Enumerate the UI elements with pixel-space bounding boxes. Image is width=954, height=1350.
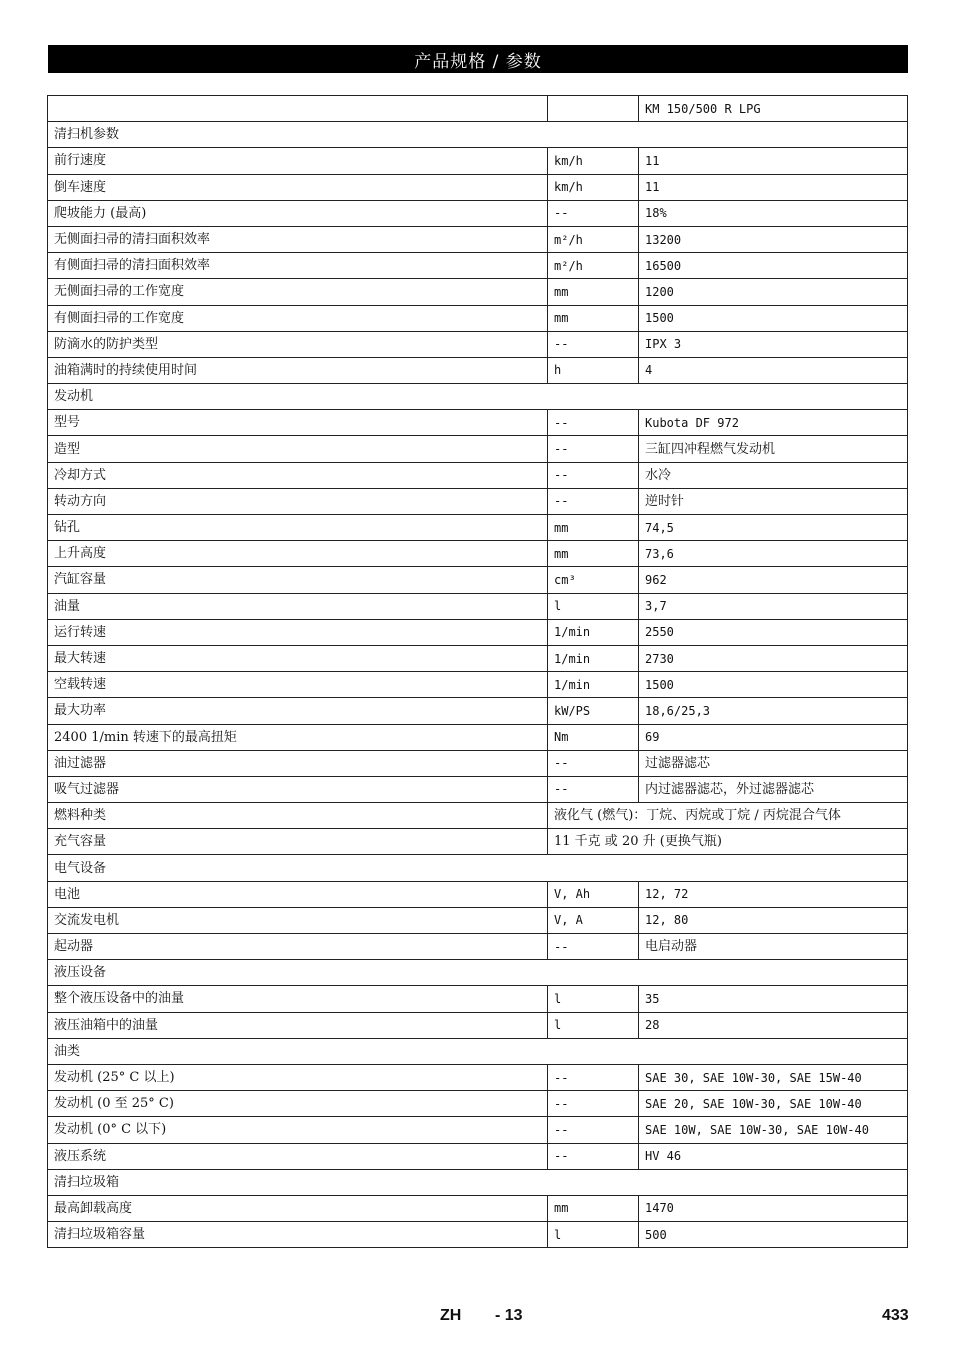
spec-unit: kW/PS (548, 698, 639, 724)
spec-unit: -- (548, 410, 639, 436)
spec-unit: mm (548, 1195, 639, 1221)
footer-page-number: 433 (882, 1307, 909, 1324)
head-label-cell (48, 96, 548, 122)
spec-value: 2730 (639, 645, 908, 671)
section-row (48, 1038, 908, 1064)
table-row (48, 1222, 908, 1248)
spec-unit: 1/min (548, 619, 639, 645)
spec-label: 有侧面扫帚的清扫面积效率 (48, 253, 548, 279)
table-row (48, 1117, 908, 1143)
table-row (48, 1091, 908, 1117)
spec-label: 爬坡能力 (最高) (48, 200, 548, 226)
table-row (48, 645, 908, 671)
spec-value: Kubota DF 972 (639, 410, 908, 436)
page-title: 产品规格 / 参数 (414, 51, 542, 72)
section-row (48, 960, 908, 986)
table-head-row (48, 96, 908, 122)
spec-label: 电池 (48, 881, 548, 907)
spec-label: 发动机 (0° C 以下) (48, 1117, 548, 1143)
spec-value: 液化气 (燃气)：丁烷、丙烷或丁烷 / 丙烷混合气体 (548, 803, 908, 829)
spec-value: 74,5 (639, 515, 908, 541)
spec-label: 吸气过滤器 (48, 776, 548, 802)
spec-value: 500 (639, 1222, 908, 1248)
table-row (48, 1195, 908, 1221)
table-row (48, 148, 908, 174)
table-row (48, 541, 908, 567)
spec-value: HV 46 (639, 1143, 908, 1169)
table-row (48, 488, 908, 514)
table-row (48, 750, 908, 776)
spec-value: SAE 30, SAE 10W-30, SAE 15W-40 (639, 1064, 908, 1090)
spec-unit: l (548, 986, 639, 1012)
section-row (48, 855, 908, 881)
spec-value: 11 千克 或 20 升 (更换气瓶) (548, 829, 908, 855)
spec-value: 12, 80 (639, 907, 908, 933)
spec-value: 内过滤器滤芯，外过滤器滤芯 (639, 776, 908, 802)
spec-label: 液压油箱中的油量 (48, 1012, 548, 1038)
spec-unit: -- (548, 200, 639, 226)
spec-value: 28 (639, 1012, 908, 1038)
model-name-cell: KM 150/500 R LPG (639, 96, 908, 122)
spec-value: 水冷 (639, 462, 908, 488)
table-row (48, 724, 908, 750)
spec-value: 11 (639, 148, 908, 174)
table-row (48, 907, 908, 933)
spec-label: 防滴水的防护类型 (48, 331, 548, 357)
spec-unit: km/h (548, 174, 639, 200)
spec-value: SAE 20, SAE 10W-30, SAE 10W-40 (639, 1091, 908, 1117)
spec-label: 汽缸容量 (48, 567, 548, 593)
footer-section: - 13 (495, 1307, 523, 1324)
table-row (48, 515, 908, 541)
spec-unit: cm³ (548, 567, 639, 593)
spec-unit: mm (548, 305, 639, 331)
spec-label: 整个液压设备中的油量 (48, 986, 548, 1012)
spec-label: 油箱满时的持续使用时间 (48, 357, 548, 383)
spec-unit: -- (548, 331, 639, 357)
table-row (48, 986, 908, 1012)
section-heading: 清扫机参数 (48, 122, 908, 148)
table-row (48, 672, 908, 698)
spec-value: 18,6/25,3 (639, 698, 908, 724)
table-row (48, 881, 908, 907)
spec-label: 发动机 (0 至 25° C) (48, 1091, 548, 1117)
table-row (48, 305, 908, 331)
spec-label: 型号 (48, 410, 548, 436)
spec-label: 上升高度 (48, 541, 548, 567)
spec-unit: -- (548, 1117, 639, 1143)
spec-unit: km/h (548, 148, 639, 174)
section-row (48, 1169, 908, 1195)
spec-label: 燃料种类 (48, 803, 548, 829)
spec-label: 空载转速 (48, 672, 548, 698)
head-unit-cell (548, 96, 639, 122)
spec-unit: l (548, 593, 639, 619)
section-row (48, 384, 908, 410)
table-row (48, 1064, 908, 1090)
spec-unit: h (548, 357, 639, 383)
spec-value: 13200 (639, 226, 908, 252)
spec-unit: -- (548, 436, 639, 462)
spec-label: 充气容量 (48, 829, 548, 855)
spec-unit: -- (548, 934, 639, 960)
spec-label: 最大功率 (48, 698, 548, 724)
spec-label: 2400 1/min 转速下的最高扭矩 (48, 724, 548, 750)
spec-unit: l (548, 1222, 639, 1248)
spec-unit: mm (548, 541, 639, 567)
table-row (48, 174, 908, 200)
spec-value: 三缸四冲程燃气发动机 (639, 436, 908, 462)
spec-value: 1200 (639, 279, 908, 305)
spec-label: 起动器 (48, 934, 548, 960)
table-row (48, 462, 908, 488)
spec-value: 16500 (639, 253, 908, 279)
footer-language: ZH (440, 1307, 462, 1324)
spec-label: 钻孔 (48, 515, 548, 541)
spec-unit: -- (548, 776, 639, 802)
spec-label: 无侧面扫帚的工作宽度 (48, 279, 548, 305)
spec-label: 造型 (48, 436, 548, 462)
spec-label: 转动方向 (48, 488, 548, 514)
table-row (48, 829, 908, 855)
spec-label: 前行速度 (48, 148, 548, 174)
spec-unit: -- (548, 1091, 639, 1117)
section-heading: 清扫垃圾箱 (48, 1169, 908, 1195)
spec-value: 1500 (639, 305, 908, 331)
spec-label: 运行转速 (48, 619, 548, 645)
spec-value: IPX 3 (639, 331, 908, 357)
spec-unit: -- (548, 1064, 639, 1090)
spec-unit: V, Ah (548, 881, 639, 907)
spec-value: 69 (639, 724, 908, 750)
table-row (48, 1143, 908, 1169)
spec-value: 18% (639, 200, 908, 226)
spec-unit: V, A (548, 907, 639, 933)
section-heading: 油类 (48, 1038, 908, 1064)
section-row (48, 122, 908, 148)
spec-unit: Nm (548, 724, 639, 750)
spec-label: 最大转速 (48, 645, 548, 671)
spec-value: 4 (639, 357, 908, 383)
section-heading: 发动机 (48, 384, 908, 410)
spec-unit: 1/min (548, 645, 639, 671)
section-heading: 电气设备 (48, 855, 908, 881)
spec-label: 倒车速度 (48, 174, 548, 200)
spec-value: 1470 (639, 1195, 908, 1221)
table-row (48, 698, 908, 724)
spec-unit: mm (548, 515, 639, 541)
spec-label: 无侧面扫帚的清扫面积效率 (48, 226, 548, 252)
table-row (48, 226, 908, 252)
table-row (48, 357, 908, 383)
spec-unit: mm (548, 279, 639, 305)
spec-label: 有侧面扫帚的工作宽度 (48, 305, 548, 331)
table-row (48, 410, 908, 436)
table-row (48, 619, 908, 645)
spec-value: 962 (639, 567, 908, 593)
table-row (48, 934, 908, 960)
spec-label: 油过滤器 (48, 750, 548, 776)
spec-label: 发动机 (25° C 以上) (48, 1064, 548, 1090)
table-row (48, 253, 908, 279)
spec-value: 35 (639, 986, 908, 1012)
spec-value: 逆时针 (639, 488, 908, 514)
spec-value: 电启动器 (639, 934, 908, 960)
spec-unit: m²/h (548, 226, 639, 252)
spec-unit: l (548, 1012, 639, 1038)
table-row (48, 776, 908, 802)
page-title-bar (48, 45, 908, 73)
spec-label: 冷却方式 (48, 462, 548, 488)
spec-value: SAE 10W, SAE 10W-30, SAE 10W-40 (639, 1117, 908, 1143)
table-row (48, 593, 908, 619)
spec-unit: -- (548, 488, 639, 514)
spec-label: 交流发电机 (48, 907, 548, 933)
table-row (48, 436, 908, 462)
spec-value: 12, 72 (639, 881, 908, 907)
spec-unit: m²/h (548, 253, 639, 279)
spec-label: 清扫垃圾箱容量 (48, 1222, 548, 1248)
table-row (48, 803, 908, 829)
spec-value: 3,7 (639, 593, 908, 619)
spec-value: 过滤器滤芯 (639, 750, 908, 776)
spec-label: 最高卸载高度 (48, 1195, 548, 1221)
table-row (48, 200, 908, 226)
spec-unit: 1/min (548, 672, 639, 698)
spec-value: 11 (639, 174, 908, 200)
table-row (48, 1012, 908, 1038)
table-row (48, 567, 908, 593)
table-row (48, 331, 908, 357)
section-heading: 液压设备 (48, 960, 908, 986)
spec-value: 2550 (639, 619, 908, 645)
spec-value: 1500 (639, 672, 908, 698)
spec-table (47, 95, 908, 1248)
spec-label: 液压系统 (48, 1143, 548, 1169)
spec-unit: -- (548, 750, 639, 776)
table-row (48, 279, 908, 305)
spec-value: 73,6 (639, 541, 908, 567)
spec-unit: -- (548, 462, 639, 488)
spec-label: 油量 (48, 593, 548, 619)
spec-unit: -- (548, 1143, 639, 1169)
